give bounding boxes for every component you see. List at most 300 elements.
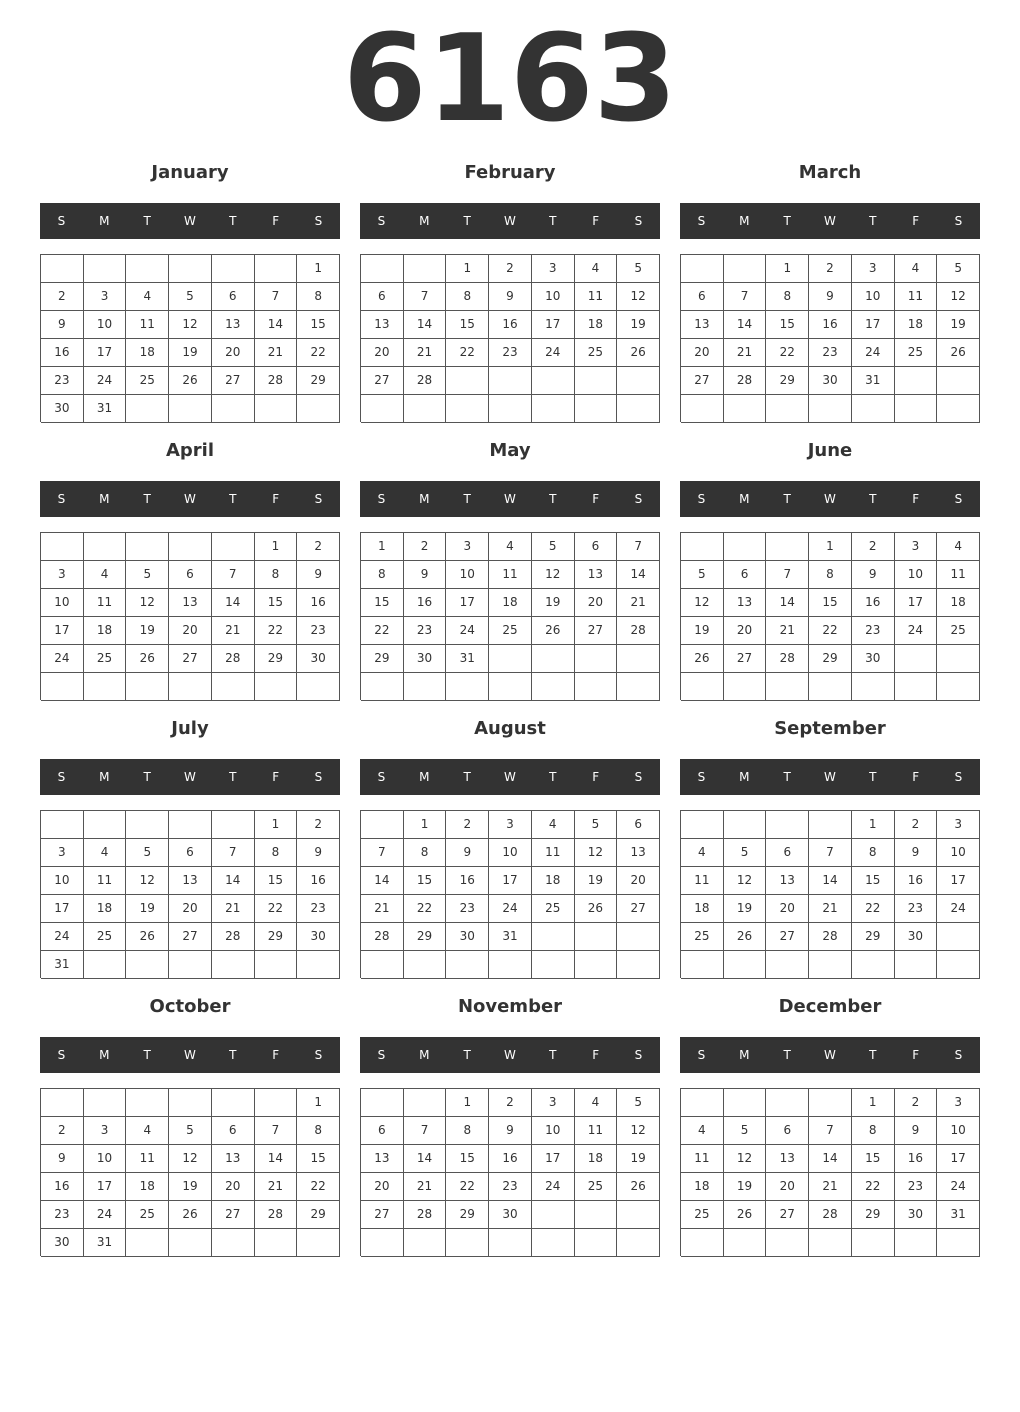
day-cell: 14 xyxy=(212,867,255,895)
day-cell: 9 xyxy=(446,839,489,867)
day-cell: 25 xyxy=(937,617,980,645)
day-cell: 28 xyxy=(212,923,255,951)
day-cell: 18 xyxy=(681,1173,724,1201)
day-cell: 19 xyxy=(169,339,212,367)
empty-cell xyxy=(532,673,575,701)
day-cell: 26 xyxy=(617,339,660,367)
empty-cell xyxy=(361,395,404,423)
weekday-label: W xyxy=(184,1048,196,1062)
day-cell: 10 xyxy=(852,283,895,311)
empty-cell xyxy=(489,1229,532,1257)
weekday-label: S xyxy=(697,770,706,784)
day-cell: 6 xyxy=(617,811,660,839)
day-cell: 20 xyxy=(575,589,618,617)
day-cell: 6 xyxy=(766,1117,809,1145)
day-cell: 24 xyxy=(84,367,127,395)
day-cell: 21 xyxy=(809,1173,852,1201)
day-cell: 11 xyxy=(681,1145,724,1173)
day-cell: 29 xyxy=(255,645,298,673)
weekday-label: S xyxy=(697,1048,706,1062)
day-cell: 16 xyxy=(446,867,489,895)
day-cell: 19 xyxy=(724,895,767,923)
day-cell: 2 xyxy=(852,533,895,561)
empty-cell xyxy=(766,395,809,423)
day-cell: 23 xyxy=(895,895,938,923)
day-cell: 1 xyxy=(255,533,298,561)
day-cell: 4 xyxy=(681,839,724,867)
day-cell: 20 xyxy=(361,339,404,367)
day-cell: 22 xyxy=(297,339,340,367)
day-cell: 29 xyxy=(404,923,447,951)
weekday-label: S xyxy=(697,492,706,506)
day-cell: 10 xyxy=(84,1145,127,1173)
empty-cell xyxy=(681,673,724,701)
day-cell: 2 xyxy=(41,283,84,311)
day-cell: 19 xyxy=(617,1145,660,1173)
day-grid xyxy=(360,254,660,422)
month-name: February xyxy=(464,162,556,183)
empty-cell xyxy=(575,1229,618,1257)
empty-cell xyxy=(489,951,532,979)
day-cell: 4 xyxy=(575,255,618,283)
day-cell: 3 xyxy=(41,839,84,867)
day-cell: 26 xyxy=(681,645,724,673)
day-cell: 18 xyxy=(575,1145,618,1173)
day-cell: 22 xyxy=(446,339,489,367)
day-cell: 1 xyxy=(255,811,298,839)
day-cell: 21 xyxy=(255,1173,298,1201)
day-cell: 14 xyxy=(809,867,852,895)
day-cell: 23 xyxy=(489,339,532,367)
day-cell: 21 xyxy=(212,895,255,923)
day-cell: 30 xyxy=(297,645,340,673)
day-cell: 13 xyxy=(617,839,660,867)
empty-cell xyxy=(126,673,169,701)
day-cell: 18 xyxy=(681,895,724,923)
empty-cell xyxy=(169,1089,212,1117)
empty-cell xyxy=(126,951,169,979)
day-cell: 2 xyxy=(446,811,489,839)
day-cell: 24 xyxy=(41,923,84,951)
month-name: January xyxy=(151,162,229,183)
day-cell: 23 xyxy=(446,895,489,923)
day-cell: 6 xyxy=(724,561,767,589)
day-cell: 5 xyxy=(126,839,169,867)
month-name: December xyxy=(778,996,882,1017)
day-cell: 15 xyxy=(255,589,298,617)
empty-cell xyxy=(169,533,212,561)
day-cell: 8 xyxy=(255,839,298,867)
weekday-label: T xyxy=(549,770,557,784)
empty-cell xyxy=(41,1089,84,1117)
empty-cell xyxy=(809,1229,852,1257)
empty-cell xyxy=(724,1229,767,1257)
weekday-label: T xyxy=(463,770,471,784)
empty-cell xyxy=(84,255,127,283)
day-cell: 5 xyxy=(724,1117,767,1145)
weekday-label: S xyxy=(314,492,323,506)
day-cell: 14 xyxy=(724,311,767,339)
empty-cell xyxy=(169,811,212,839)
day-cell: 13 xyxy=(361,1145,404,1173)
day-cell: 4 xyxy=(489,533,532,561)
empty-cell xyxy=(724,951,767,979)
day-cell: 24 xyxy=(852,339,895,367)
day-cell: 2 xyxy=(895,1089,938,1117)
day-cell: 12 xyxy=(575,839,618,867)
empty-cell xyxy=(446,395,489,423)
empty-cell xyxy=(41,255,84,283)
day-cell: 23 xyxy=(297,895,340,923)
day-cell: 31 xyxy=(84,1229,127,1257)
weekday-label: T xyxy=(463,492,471,506)
weekday-label: W xyxy=(184,492,196,506)
weekday-header xyxy=(360,759,660,795)
weekday-label: T xyxy=(143,1048,151,1062)
day-cell: 26 xyxy=(575,895,618,923)
day-cell: 8 xyxy=(361,561,404,589)
empty-cell xyxy=(852,395,895,423)
weekday-label: M xyxy=(99,492,110,506)
day-cell: 7 xyxy=(255,283,298,311)
empty-cell xyxy=(404,395,447,423)
day-cell: 24 xyxy=(84,1201,127,1229)
day-cell: 19 xyxy=(126,617,169,645)
day-cell: 9 xyxy=(489,1117,532,1145)
empty-cell xyxy=(852,673,895,701)
day-cell: 13 xyxy=(766,1145,809,1173)
month-name: October xyxy=(149,996,231,1017)
day-cell: 17 xyxy=(895,589,938,617)
day-cell: 11 xyxy=(489,561,532,589)
day-cell: 20 xyxy=(169,617,212,645)
day-cell: 10 xyxy=(41,589,84,617)
empty-cell xyxy=(852,951,895,979)
day-cell: 5 xyxy=(532,533,575,561)
weekday-header xyxy=(680,1037,980,1073)
day-cell: 27 xyxy=(169,923,212,951)
day-cell: 30 xyxy=(446,923,489,951)
day-grid xyxy=(40,254,340,422)
day-cell: 20 xyxy=(766,1173,809,1201)
day-cell: 26 xyxy=(617,1173,660,1201)
day-cell: 14 xyxy=(766,589,809,617)
empty-cell xyxy=(575,367,618,395)
day-cell: 16 xyxy=(809,311,852,339)
weekday-label: M xyxy=(739,1048,750,1062)
weekday-label: S xyxy=(377,1048,386,1062)
day-cell: 1 xyxy=(852,1089,895,1117)
month-name: November xyxy=(457,996,563,1017)
empty-cell xyxy=(169,1229,212,1257)
day-cell: 3 xyxy=(84,1117,127,1145)
weekday-label: W xyxy=(184,214,196,228)
day-cell: 7 xyxy=(212,561,255,589)
empty-cell xyxy=(724,811,767,839)
day-cell: 6 xyxy=(212,283,255,311)
day-cell: 25 xyxy=(84,923,127,951)
day-cell: 20 xyxy=(169,895,212,923)
day-cell: 30 xyxy=(404,645,447,673)
day-cell: 29 xyxy=(446,1201,489,1229)
day-cell: 18 xyxy=(126,1173,169,1201)
weekday-header xyxy=(680,481,980,517)
empty-cell xyxy=(489,645,532,673)
empty-cell xyxy=(361,673,404,701)
day-cell: 18 xyxy=(895,311,938,339)
weekday-label: M xyxy=(739,770,750,784)
weekday-label: S xyxy=(634,214,643,228)
day-cell: 5 xyxy=(681,561,724,589)
day-cell: 9 xyxy=(297,561,340,589)
empty-cell xyxy=(937,923,980,951)
day-cell: 26 xyxy=(532,617,575,645)
empty-cell xyxy=(575,645,618,673)
day-cell: 9 xyxy=(489,283,532,311)
day-cell: 4 xyxy=(126,1117,169,1145)
day-cell: 15 xyxy=(852,867,895,895)
day-cell: 9 xyxy=(895,1117,938,1145)
day-cell: 13 xyxy=(169,867,212,895)
day-cell: 5 xyxy=(724,839,767,867)
day-cell: 19 xyxy=(937,311,980,339)
day-cell: 20 xyxy=(361,1173,404,1201)
weekday-label: T xyxy=(229,1048,237,1062)
empty-cell xyxy=(575,673,618,701)
weekday-label: M xyxy=(739,492,750,506)
day-cell: 11 xyxy=(532,839,575,867)
empty-cell xyxy=(212,1089,255,1117)
day-cell: 6 xyxy=(575,533,618,561)
weekday-label: S xyxy=(954,492,963,506)
day-cell: 23 xyxy=(41,1201,84,1229)
day-cell: 14 xyxy=(809,1145,852,1173)
day-cell: 12 xyxy=(937,283,980,311)
empty-cell xyxy=(681,811,724,839)
empty-cell xyxy=(297,673,340,701)
weekday-label: S xyxy=(954,770,963,784)
empty-cell xyxy=(169,255,212,283)
day-cell: 2 xyxy=(41,1117,84,1145)
day-cell: 26 xyxy=(724,923,767,951)
day-cell: 19 xyxy=(532,589,575,617)
empty-cell xyxy=(404,1089,447,1117)
day-cell: 28 xyxy=(404,367,447,395)
day-cell: 15 xyxy=(297,1145,340,1173)
day-cell: 25 xyxy=(126,1201,169,1229)
day-cell: 23 xyxy=(809,339,852,367)
day-cell: 26 xyxy=(937,339,980,367)
weekday-label: T xyxy=(463,214,471,228)
weekday-header xyxy=(680,203,980,239)
day-cell: 7 xyxy=(212,839,255,867)
day-cell: 1 xyxy=(404,811,447,839)
weekday-label: S xyxy=(697,214,706,228)
day-cell: 21 xyxy=(404,339,447,367)
day-cell: 11 xyxy=(84,867,127,895)
empty-cell xyxy=(126,1229,169,1257)
day-cell: 17 xyxy=(937,1145,980,1173)
day-cell: 3 xyxy=(937,811,980,839)
day-cell: 12 xyxy=(126,589,169,617)
weekday-label: S xyxy=(377,214,386,228)
day-cell: 21 xyxy=(809,895,852,923)
day-cell: 18 xyxy=(84,617,127,645)
empty-cell xyxy=(404,255,447,283)
day-cell: 31 xyxy=(852,367,895,395)
year-title: 6163 xyxy=(343,10,677,149)
empty-cell xyxy=(297,951,340,979)
day-cell: 28 xyxy=(724,367,767,395)
day-cell: 7 xyxy=(404,283,447,311)
day-cell: 4 xyxy=(937,533,980,561)
day-cell: 12 xyxy=(532,561,575,589)
day-cell: 24 xyxy=(489,895,532,923)
weekday-label: F xyxy=(272,1048,280,1062)
weekday-label: W xyxy=(504,492,516,506)
day-cell: 11 xyxy=(681,867,724,895)
weekday-label: S xyxy=(634,1048,643,1062)
day-cell: 10 xyxy=(937,839,980,867)
day-cell: 5 xyxy=(617,255,660,283)
day-cell: 17 xyxy=(41,617,84,645)
day-cell: 18 xyxy=(575,311,618,339)
day-cell: 17 xyxy=(84,339,127,367)
day-cell: 13 xyxy=(766,867,809,895)
day-cell: 27 xyxy=(212,1201,255,1229)
day-cell: 3 xyxy=(84,283,127,311)
day-cell: 5 xyxy=(937,255,980,283)
day-cell: 22 xyxy=(297,1173,340,1201)
day-cell: 1 xyxy=(361,533,404,561)
day-cell: 21 xyxy=(724,339,767,367)
empty-cell xyxy=(937,645,980,673)
weekday-label: M xyxy=(419,1048,430,1062)
weekday-label: F xyxy=(272,214,280,228)
weekday-header xyxy=(40,203,340,239)
day-cell: 9 xyxy=(297,839,340,867)
weekday-label: T xyxy=(143,214,151,228)
day-cell: 14 xyxy=(255,1145,298,1173)
day-cell: 1 xyxy=(297,1089,340,1117)
day-cell: 25 xyxy=(895,339,938,367)
empty-cell xyxy=(446,951,489,979)
empty-cell xyxy=(724,1089,767,1117)
weekday-header xyxy=(360,481,660,517)
day-grid xyxy=(680,532,980,700)
day-cell: 28 xyxy=(617,617,660,645)
day-cell: 17 xyxy=(937,867,980,895)
weekday-label: S xyxy=(634,770,643,784)
day-cell: 30 xyxy=(489,1201,532,1229)
day-cell: 10 xyxy=(489,839,532,867)
day-cell: 19 xyxy=(575,867,618,895)
day-cell: 31 xyxy=(446,645,489,673)
day-cell: 21 xyxy=(404,1173,447,1201)
day-cell: 16 xyxy=(489,311,532,339)
day-cell: 27 xyxy=(361,1201,404,1229)
day-cell: 24 xyxy=(446,617,489,645)
empty-cell xyxy=(937,1229,980,1257)
weekday-label: F xyxy=(912,492,920,506)
empty-cell xyxy=(575,395,618,423)
month-name: July xyxy=(171,718,209,739)
day-cell: 12 xyxy=(126,867,169,895)
day-cell: 4 xyxy=(84,839,127,867)
day-cell: 28 xyxy=(255,367,298,395)
weekday-label: S xyxy=(634,492,643,506)
empty-cell xyxy=(532,951,575,979)
empty-cell xyxy=(809,673,852,701)
empty-cell xyxy=(84,1089,127,1117)
empty-cell xyxy=(937,395,980,423)
empty-cell xyxy=(255,1229,298,1257)
day-cell: 15 xyxy=(361,589,404,617)
day-cell: 7 xyxy=(809,1117,852,1145)
empty-cell xyxy=(126,811,169,839)
day-grid xyxy=(680,1088,980,1256)
empty-cell xyxy=(895,951,938,979)
day-cell: 20 xyxy=(212,1173,255,1201)
month-name: April xyxy=(165,440,215,461)
day-cell: 6 xyxy=(766,839,809,867)
day-cell: 10 xyxy=(41,867,84,895)
weekday-label: M xyxy=(419,214,430,228)
empty-cell xyxy=(532,1229,575,1257)
empty-cell xyxy=(532,367,575,395)
day-cell: 13 xyxy=(169,589,212,617)
empty-cell xyxy=(575,1201,618,1229)
weekday-label: W xyxy=(504,770,516,784)
weekday-header xyxy=(40,481,340,517)
empty-cell xyxy=(937,951,980,979)
empty-cell xyxy=(126,255,169,283)
empty-cell xyxy=(532,1201,575,1229)
weekday-label: W xyxy=(824,214,836,228)
day-cell: 16 xyxy=(895,1145,938,1173)
empty-cell xyxy=(681,1229,724,1257)
empty-cell xyxy=(169,951,212,979)
weekday-label: T xyxy=(869,492,877,506)
empty-cell xyxy=(724,395,767,423)
weekday-label: S xyxy=(377,770,386,784)
day-cell: 18 xyxy=(126,339,169,367)
empty-cell xyxy=(681,1089,724,1117)
day-cell: 4 xyxy=(84,561,127,589)
day-cell: 30 xyxy=(895,923,938,951)
day-cell: 3 xyxy=(446,533,489,561)
empty-cell xyxy=(724,533,767,561)
empty-cell xyxy=(681,533,724,561)
day-cell: 21 xyxy=(617,589,660,617)
day-cell: 24 xyxy=(532,339,575,367)
day-cell: 16 xyxy=(41,1173,84,1201)
day-cell: 8 xyxy=(446,283,489,311)
empty-cell xyxy=(532,395,575,423)
empty-cell xyxy=(255,395,298,423)
day-cell: 22 xyxy=(766,339,809,367)
day-cell: 13 xyxy=(361,311,404,339)
day-cell: 21 xyxy=(255,339,298,367)
day-grid xyxy=(680,254,980,422)
empty-cell xyxy=(489,395,532,423)
day-cell: 5 xyxy=(575,811,618,839)
empty-cell xyxy=(617,367,660,395)
weekday-label: S xyxy=(314,214,323,228)
day-cell: 25 xyxy=(532,895,575,923)
day-cell: 7 xyxy=(255,1117,298,1145)
day-cell: 28 xyxy=(404,1201,447,1229)
